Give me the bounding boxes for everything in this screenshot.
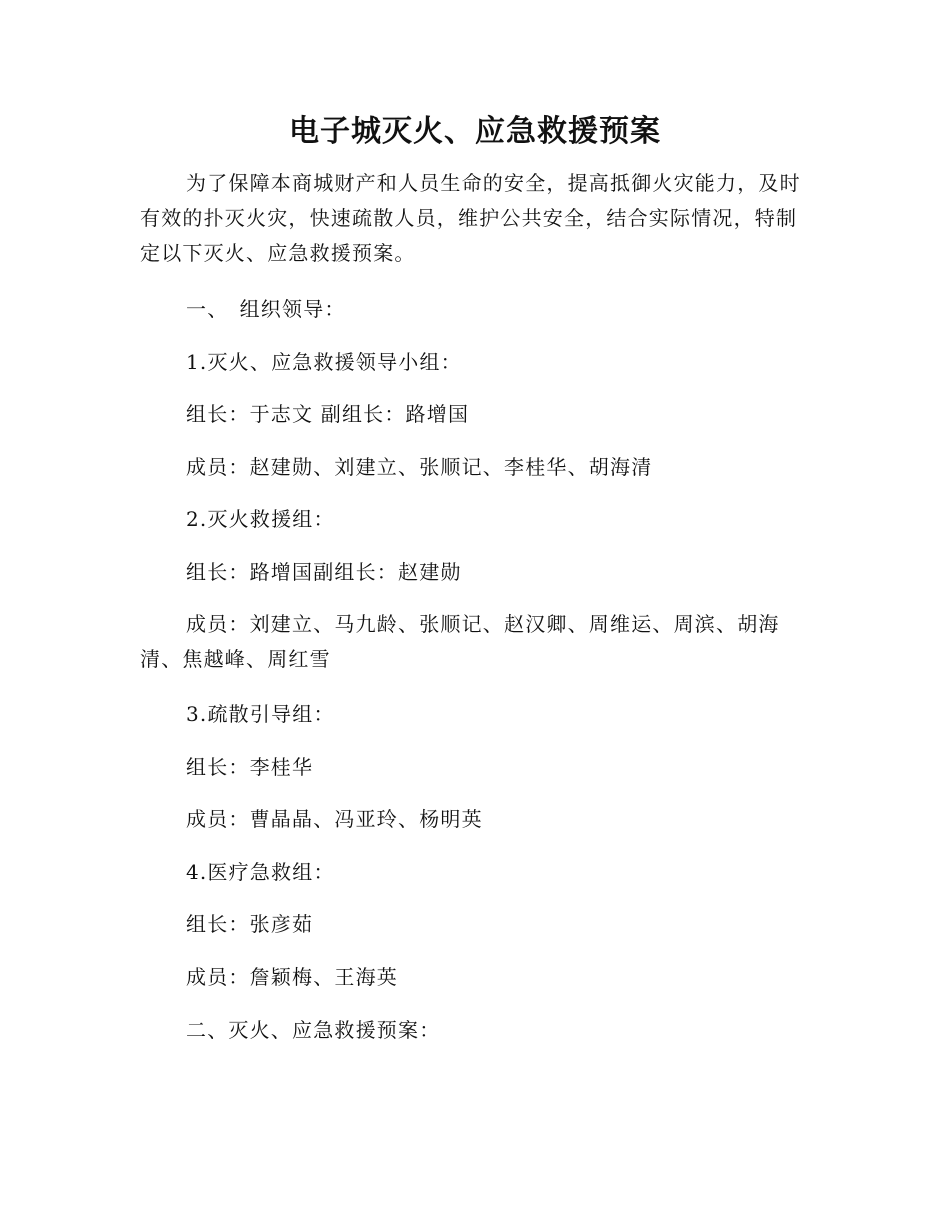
firefighting-leaders: 组长：路增国副组长：赵建勋	[186, 560, 462, 584]
leadership-leaders: 组长：于志文 副组长：路增国	[186, 402, 470, 426]
medical-members: 成员：詹颖梅、王海英	[186, 965, 398, 989]
document-title: 电子城灭火、应急救援预案	[289, 114, 661, 149]
leadership-members: 成员：赵建勋、刘建立、张顺记、李桂华、胡海清	[186, 455, 653, 479]
firefighting-members: 成员：刘建立、马九龄、张顺记、赵汉卿、周维运、周滨、胡海清、焦越峰、周红雪	[140, 612, 780, 671]
intro-paragraph: 为了保障本商城财产和人员生命的安全，提高抵御火灾能力，及时有效的扑灭火灾，快速疏散人员，维护公共安全，结合实际情况，特制定以下灭火、应急救援预案。	[140, 171, 801, 265]
evacuation-leader: 组长：李桂华	[186, 755, 314, 779]
evacuation-members: 成员：曹晶晶、冯亚玲、杨明英	[186, 807, 483, 831]
subsection-evacuation-group: 3.疏散引导组：	[186, 702, 335, 726]
section-heading-plan: 二、灭火、应急救援预案：	[186, 1018, 441, 1042]
subsection-leadership-group: 1.灭火、应急救援领导小组：	[186, 350, 462, 374]
subsection-medical-group: 4.医疗急救组：	[186, 860, 335, 884]
section-heading-organization: 一、 组织领导：	[186, 297, 346, 321]
medical-leader: 组长：张彦茹	[186, 912, 314, 936]
subsection-firefighting-group: 2.灭火救援组：	[186, 507, 335, 531]
